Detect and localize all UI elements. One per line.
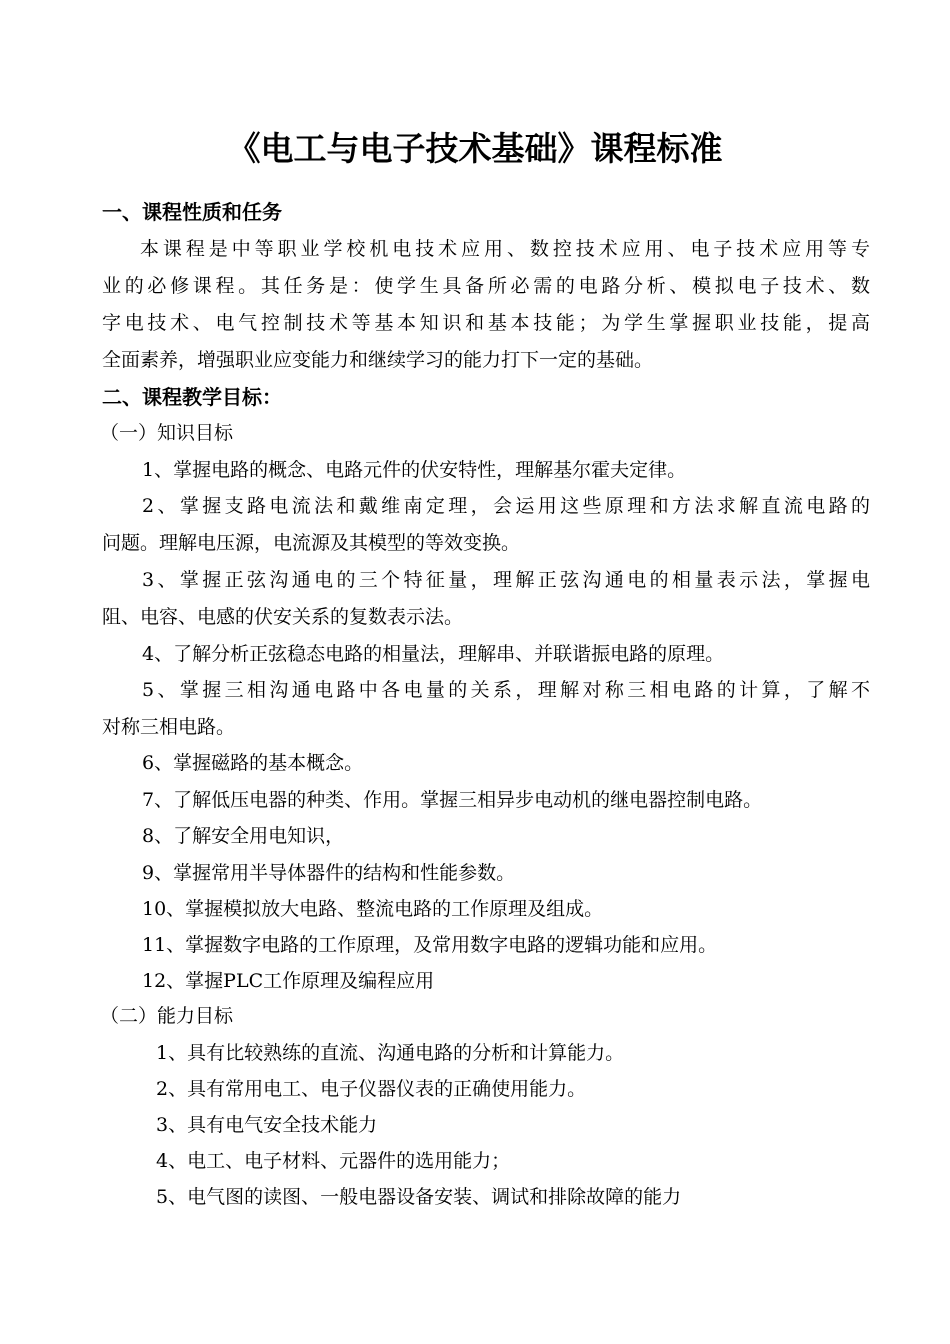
knowledge-item: 8、了解安全用电知识， — [142, 825, 345, 847]
ability-item: 2、具有常用电工、电子仪器仪表的正确使用能力。 — [156, 1078, 587, 1100]
knowledge-item-continuation: 对称三相电路。 — [102, 716, 236, 738]
knowledge-item: 11、掌握数字电路的工作原理，及常用数字电路的逻辑功能和应用。 — [142, 934, 718, 956]
paragraph-line: 本课程是中等职业学校机电技术应用、数控技术应用、电子技术应用等专 — [140, 238, 870, 260]
knowledge-item: 6、掌握磁路的基本概念。 — [142, 752, 364, 774]
paragraph-line: 全面素养，增强职业应变能力和继续学习的能力打下一定的基础。 — [102, 349, 654, 371]
knowledge-item: 5、掌握三相沟通电路中各电量的关系，理解对称三相电路的计算，了解不 — [142, 679, 870, 701]
knowledge-item: 10、掌握模拟放大电路、整流电路的工作原理及组成。 — [142, 898, 604, 920]
paragraph-line: 业的必修课程。其任务是：使学生具备所必需的电路分析、模拟电子技术、数 — [102, 275, 870, 297]
knowledge-item: 4、了解分析正弦稳态电路的相量法，理解串、并联谐振电路的原理。 — [142, 643, 725, 665]
knowledge-item-continuation: 问题。理解电压源，电流源及其模型的等效变换。 — [102, 532, 521, 554]
subsection-heading-knowledge: （一）知识目标 — [100, 422, 234, 444]
knowledge-item: 3、掌握正弦沟通电的三个特征量，理解正弦沟通电的相量表示法，掌握电 — [142, 569, 870, 591]
section-heading-nature: 一、课程性质和任务 — [102, 200, 282, 224]
ability-item: 3、具有电气安全技术能力 — [156, 1114, 378, 1136]
knowledge-item: 1、掌握电路的概念、电路元件的伏安特性，理解基尔霍夫定律。 — [142, 459, 687, 481]
document-title: 《电工与电子技术基础》课程标准 — [227, 129, 723, 168]
subsection-heading-ability: （二）能力目标 — [100, 1005, 234, 1027]
knowledge-item: 9、掌握常用半导体器件的结构和性能参数。 — [142, 862, 516, 884]
knowledge-item: 2、掌握支路电流法和戴维南定理，会运用这些原理和方法求解直流电路的 — [142, 495, 870, 517]
knowledge-item-continuation: 阻、电容、电感的伏安关系的复数表示法。 — [102, 606, 464, 628]
section-heading-objectives: 二、课程教学目标： — [102, 385, 282, 409]
knowledge-item: 7、了解低压电器的种类、作用。掌握三相异步电动机的继电器控制电路。 — [142, 789, 763, 811]
ability-item: 1、具有比较熟练的直流、沟通电路的分析和计算能力。 — [156, 1042, 625, 1064]
knowledge-item: 12、掌握PLC工作原理及编程应用 — [142, 970, 435, 992]
paragraph-line: 字电技术、电气控制技术等基本知识和基本技能；为学生掌握职业技能，提高 — [102, 312, 870, 334]
ability-item: 5、电气图的读图、一般电器设备安装、调试和排除故障的能力 — [156, 1186, 682, 1208]
ability-item: 4、电工、电子材料、元器件的选用能力； — [156, 1150, 511, 1172]
